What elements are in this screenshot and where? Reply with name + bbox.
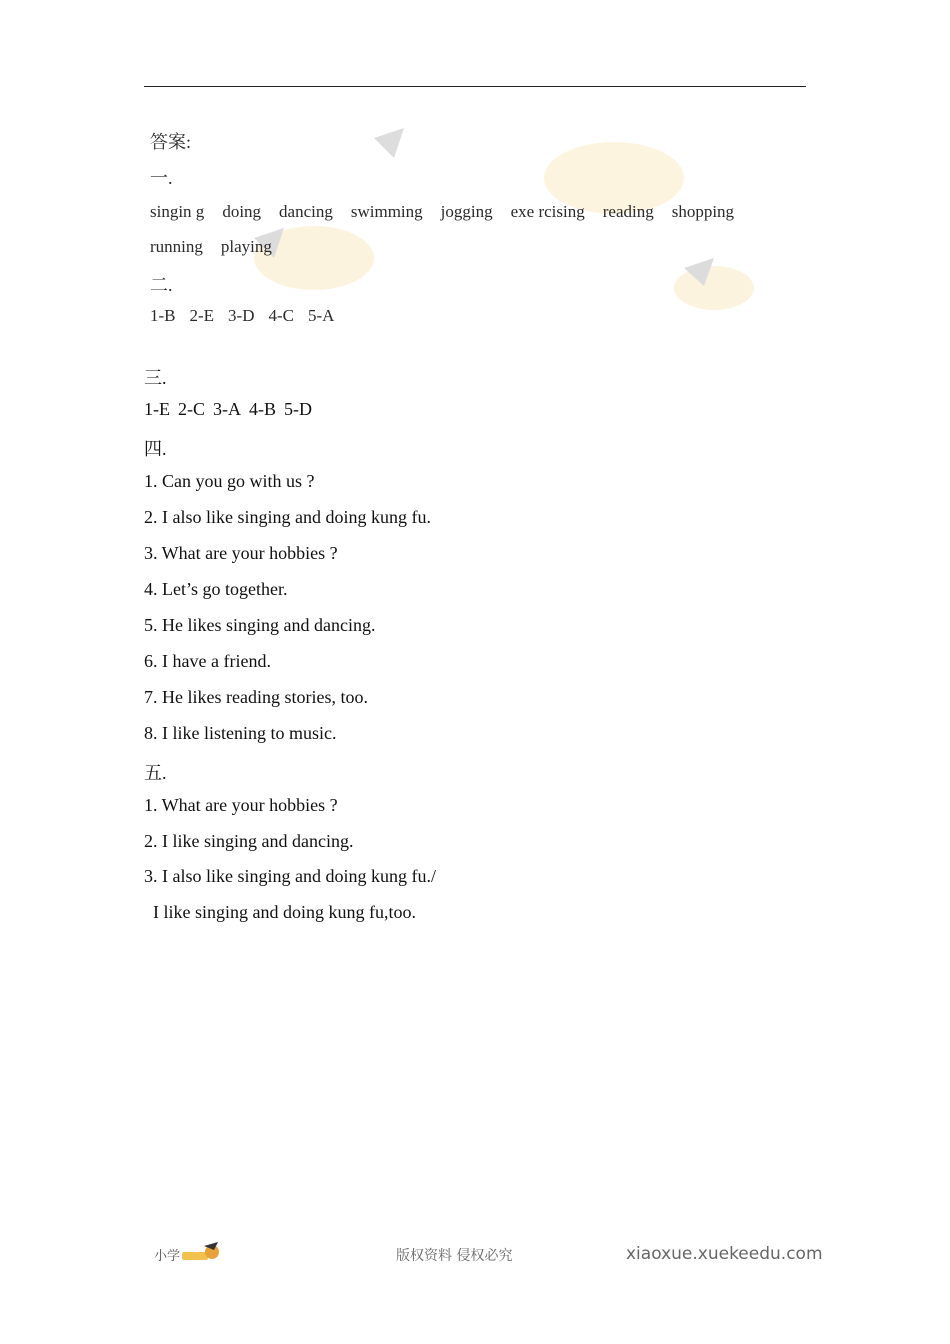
section1-heading: 一. xyxy=(150,168,173,188)
section4-heading: 四. xyxy=(144,439,167,459)
word-item: shopping xyxy=(671,202,735,221)
sentence-line: 7. He likes reading stories, too. xyxy=(144,687,368,707)
match-item: 2-E xyxy=(189,306,215,325)
header-rule xyxy=(144,86,806,87)
match-item: 5-D xyxy=(284,399,312,419)
match-item: 3-A xyxy=(213,399,241,419)
section2-matches xyxy=(150,306,348,326)
section3-heading: 三. xyxy=(144,368,167,388)
site-logo-icon xyxy=(152,1240,222,1268)
word-item: exe rcising xyxy=(510,202,585,221)
match-item: 5-A xyxy=(308,306,335,325)
logo-text: 小学 xyxy=(154,1249,181,1264)
site-url-link[interactable]: xiaoxue.xuekeedu.com xyxy=(626,1244,823,1264)
word-item: playing xyxy=(220,237,272,256)
section2-heading: 二. xyxy=(150,275,173,295)
match-item: 1-B xyxy=(150,306,176,325)
sentence-line: 1. What are your hobbies ? xyxy=(144,795,338,815)
sentence-line: 3. What are your hobbies ? xyxy=(144,543,338,563)
sentence-line: 6. I have a friend. xyxy=(144,651,271,671)
word-item: jogging xyxy=(440,202,493,221)
sentence-line: 3. I also like singing and doing kung fu./ xyxy=(144,866,436,886)
sentence-continuation: I like singing and doing kung fu,too. xyxy=(153,902,416,922)
word-list-line2 xyxy=(150,237,290,257)
watermark-logo xyxy=(144,118,806,328)
sentence-line: 2. I also like singing and doing kung fu. xyxy=(144,507,431,527)
word-item: running xyxy=(150,237,203,256)
answers-title: 答案: xyxy=(150,132,192,152)
word-item: swimming xyxy=(350,202,423,221)
section5-heading: 五. xyxy=(144,763,167,783)
word-item: dancing xyxy=(279,202,333,221)
word-list-line1 xyxy=(150,202,752,222)
sentence-line: 5. He likes singing and dancing. xyxy=(144,615,376,635)
word-item: doing xyxy=(222,202,262,221)
sentence-line: 4. Let’s go together. xyxy=(144,579,288,599)
match-item: 3-D xyxy=(228,306,255,325)
word-item: singin g xyxy=(150,202,205,221)
match-item: 2-C xyxy=(178,399,205,419)
sentence-line: 2. I like singing and dancing. xyxy=(144,831,354,851)
match-item: 1-E xyxy=(144,399,170,419)
section3-matches xyxy=(144,399,320,420)
match-item: 4-C xyxy=(268,306,294,325)
word-item: reading xyxy=(602,202,654,221)
sentence-line: 8. I like listening to music. xyxy=(144,723,337,743)
match-item: 4-B xyxy=(249,399,276,419)
sentence-line: 1. Can you go with us ? xyxy=(144,471,315,491)
page-footer xyxy=(0,1240,950,1270)
copyright-notice: 版权资料 侵权必究 xyxy=(396,1248,513,1264)
